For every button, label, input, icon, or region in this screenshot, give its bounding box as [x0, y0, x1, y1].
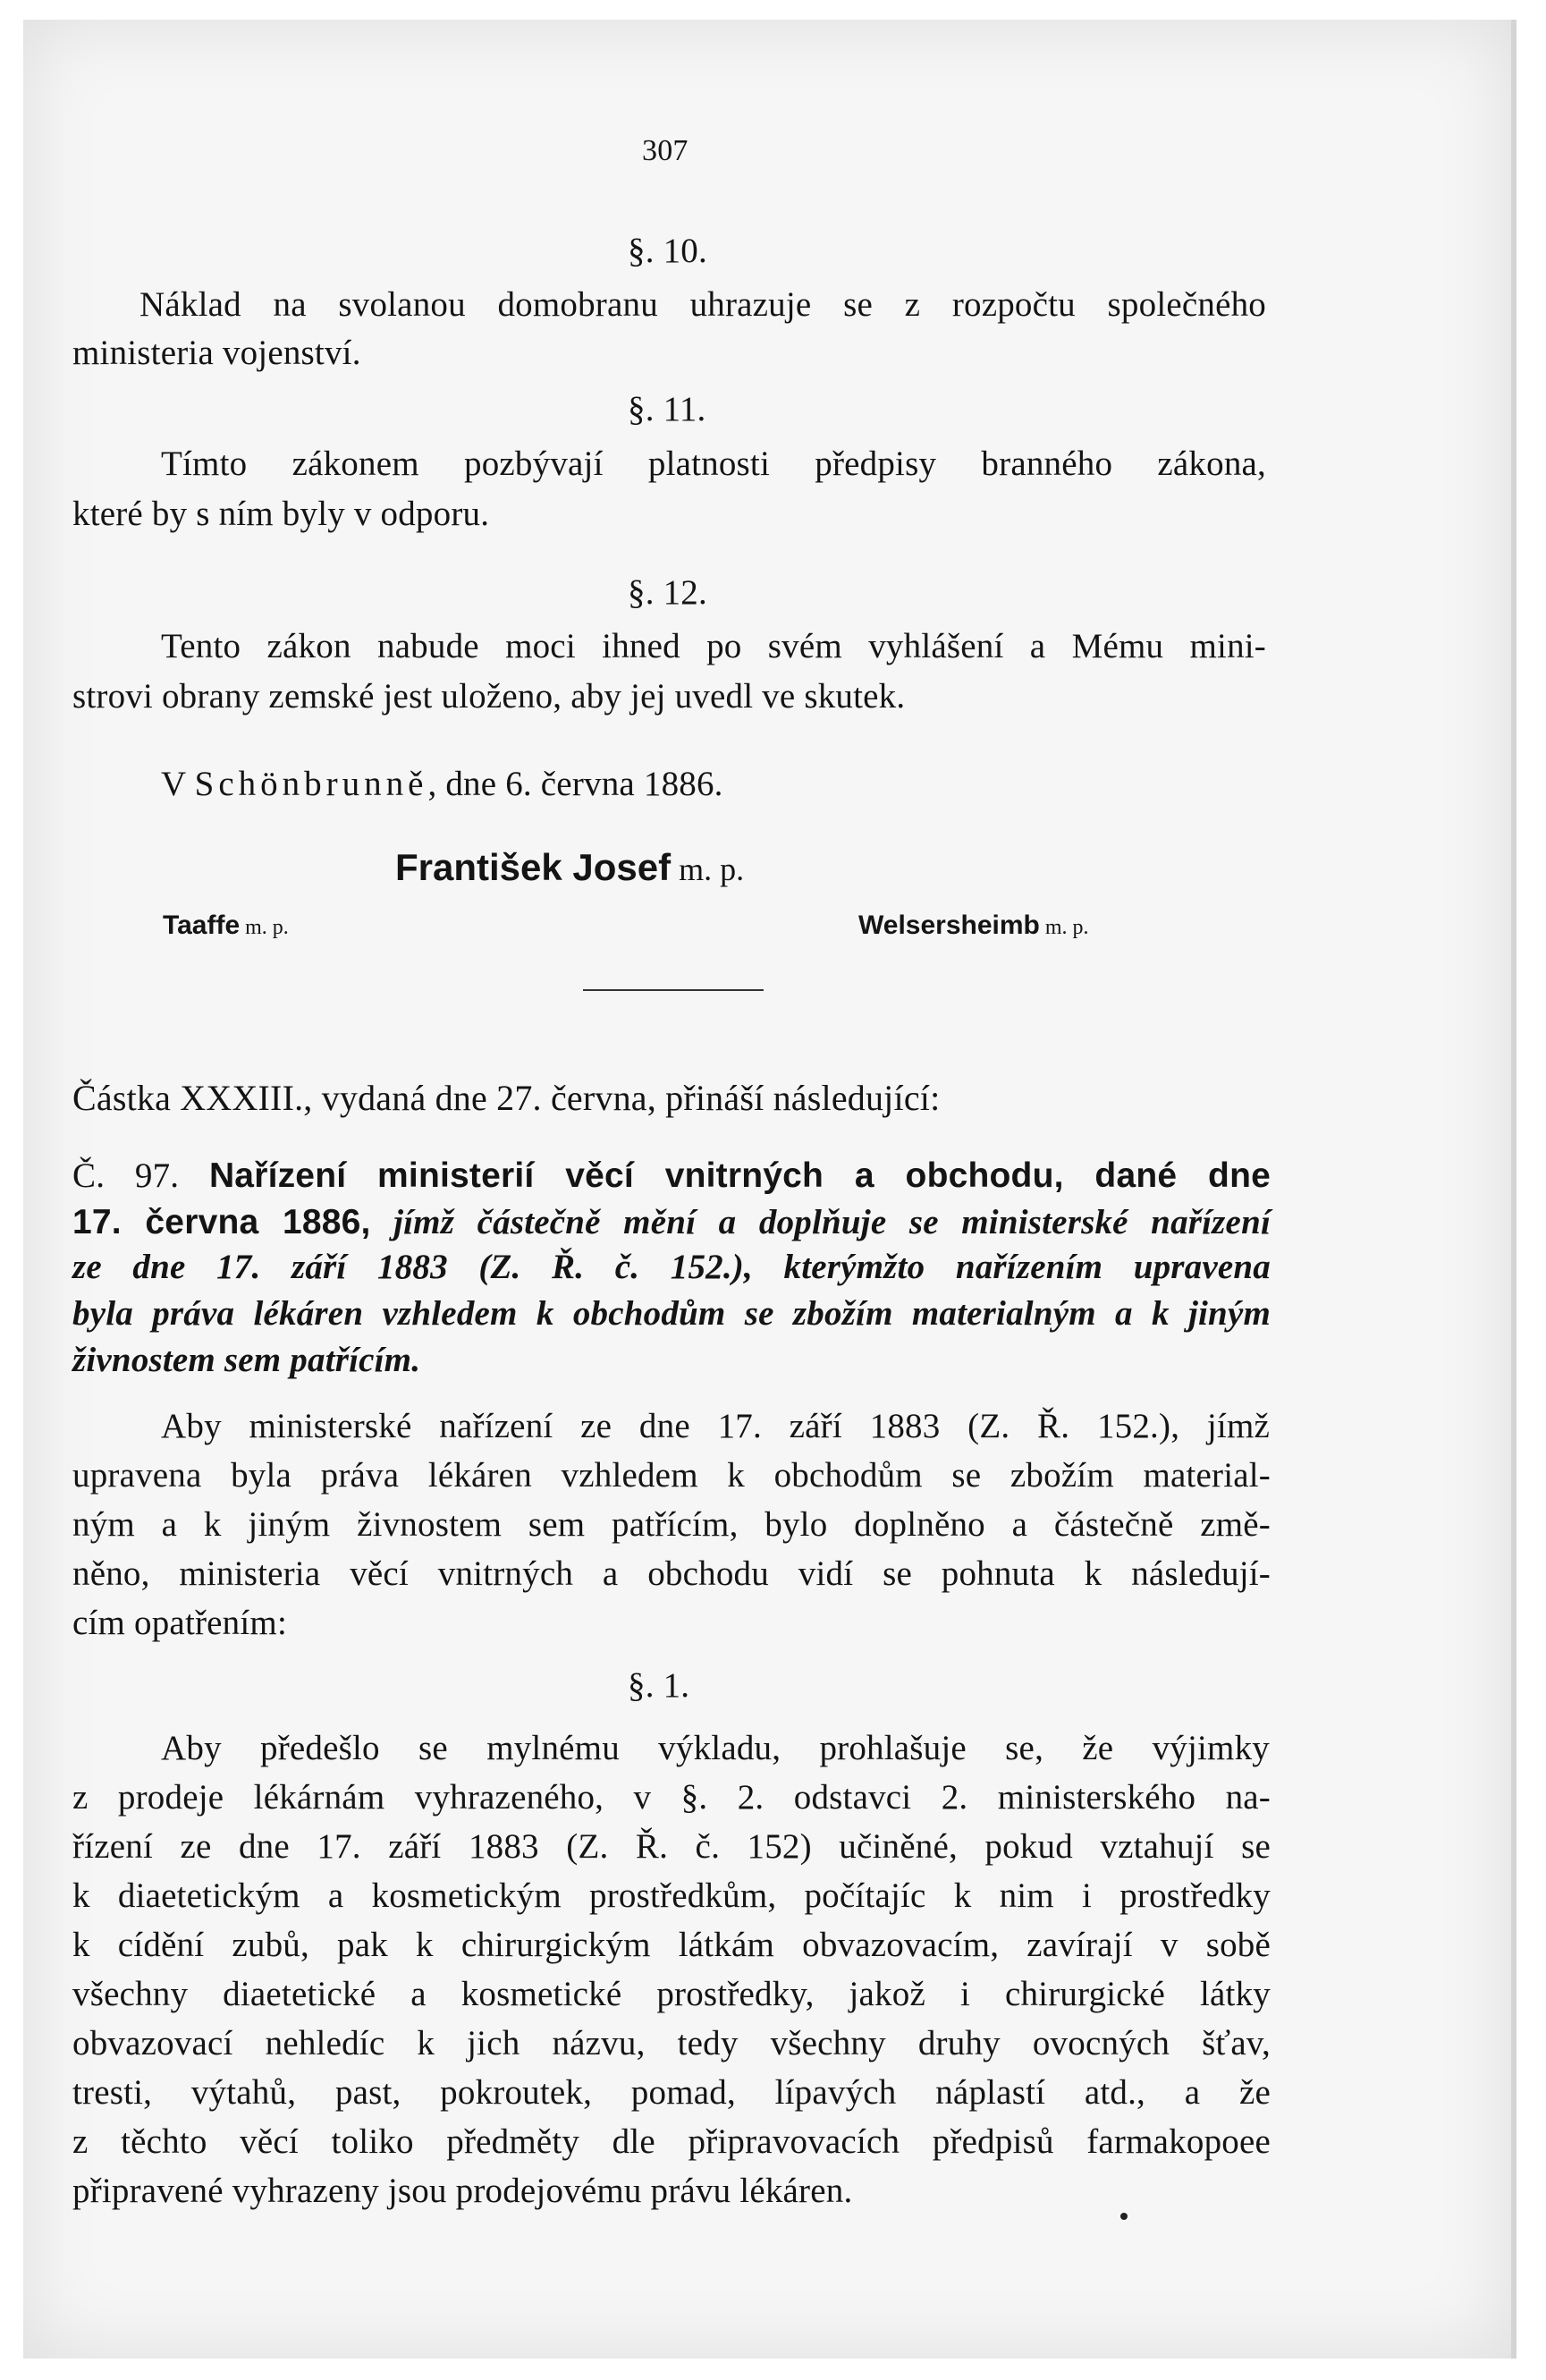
section-1-line-6: všechny diaetetické a kosmetické prostředky, jakož i chirurgické látky: [72, 1975, 1271, 2013]
emperor-signature: [395, 846, 744, 890]
dateline-prefix: V: [161, 765, 195, 803]
section-divider: [583, 989, 764, 991]
section-1-line-3: řízení ze dne 17. září 1883 (Z. Ř. č. 152) učiněné, pokud vztahují se: [72, 1827, 1271, 1866]
section-11-heading: §. 11.: [628, 390, 706, 428]
left-signature-name: Taaffe: [163, 910, 241, 940]
section-1-line-10: připravené vyhrazeny jsou prodejovému právu lékáren.: [72, 2172, 853, 2210]
section-1-line-8: tresti, výtahů, past, pokroutek, pomad, lípavých náplastí atd., a že: [72, 2073, 1271, 2112]
decree-number: Č. 97.: [72, 1156, 209, 1195]
part-heading: Částka XXXIII., vydaná dne 27. června, přináší následující:: [72, 1078, 941, 1118]
section-1-line-7: obvazovací nehledíc k jich názvu, tedy všechny druhy ovocných šťav,: [72, 2024, 1271, 2062]
intro-line-4: něno, ministeria věcí vnitrných a obchodu vidí se pohnuta k následují-: [72, 1554, 1271, 1593]
decree-date: 17. června 1886,: [72, 1203, 371, 1241]
intro-line-5: cím opatřením:: [72, 1604, 287, 1642]
intro-line-1: Aby ministerské nařízení ze dne 17. září 1883 (Z. Ř. 152.), jímž: [161, 1407, 1270, 1445]
dateline-rest: , dne 6. června 1886.: [427, 765, 723, 803]
decree-title-line-4: byla práva lékáren vzhledem k obchodům se zbožím materialným a k jiným: [72, 1294, 1271, 1333]
section-1-line-1: Aby předešlo se mylnému výkladu, prohlašuje se, že výjimky: [161, 1729, 1270, 1767]
section-1-line-9: z těchto věcí toliko předměty dle připravovacích předpisů farmakopoee: [72, 2122, 1271, 2161]
right-signature: [858, 910, 1089, 941]
section-11-line-1: Tímto zákonem pozbývají platnosti předpisy branného zákona,: [161, 445, 1266, 483]
section-10-heading: §. 10.: [628, 232, 707, 270]
section-12-line-1: Tento zákon nabude moci ihned po svém vyhlášení a Mému mini-: [161, 627, 1266, 665]
dateline-place: Schönbrunně: [194, 765, 428, 803]
dateline: [161, 764, 723, 804]
decree-title-line-3: ze dne 17. září 1883 (Z. Ř. č. 152.), kterýmžto nařízením upravena: [72, 1248, 1271, 1286]
right-signature-name: Welsersheimb: [858, 910, 1040, 940]
left-signature: [163, 910, 289, 941]
intro-line-3: ným a k jiným živnostem sem patřícím, bylo doplněno a částečně změ-: [72, 1505, 1271, 1544]
decree-title-bold-1: Nařízení ministerií věcí vnitrných a obchodu, dané dne: [208, 1156, 1271, 1195]
intro-line-2: upravena byla práva lékáren vzhledem k obchodům se zbožím material-: [72, 1456, 1271, 1495]
scan-mark: [1120, 2213, 1128, 2220]
decree-title-line-1: [72, 1156, 1271, 1196]
decree-title-italic-2: jímž částečně mění a doplňuje se ministerské nařízení: [370, 1203, 1271, 1241]
section-12-line-2: strovi obrany zemské jest uloženo, aby jej uvedl ve skutek.: [72, 677, 906, 716]
decree-title-line-5: živnostem sem patřícím.: [72, 1341, 421, 1379]
section-11-line-2: které by s ním byly v odporu.: [72, 495, 490, 533]
section-12-heading: §. 12.: [628, 573, 707, 612]
section-1-line-2: z prodeje lékárnám vyhrazeného, v §. 2. odstavci 2. ministerského na-: [72, 1778, 1271, 1817]
decree-title-line-2: [72, 1202, 1271, 1242]
left-signature-suffix: m. p.: [240, 916, 289, 939]
section-10-line-1: Náklad na svolanou domobranu uhrazuje se z rozpočtu společného: [139, 285, 1266, 324]
page-number: 307: [642, 134, 689, 167]
emperor-name: František Josef: [395, 846, 672, 888]
right-signature-suffix: m. p.: [1039, 916, 1089, 939]
section-1-line-5: k cídění zubů, pak k chirurgickým látkám obvazovacím, zavírají v sobě: [72, 1926, 1271, 1964]
section-10-line-2: ministeria vojenství.: [72, 334, 361, 372]
section-1-line-4: k diaetetickým a kosmetickým prostředkům, počítajíc k nim i prostředky: [72, 1876, 1271, 1915]
emperor-suffix: m. p.: [671, 851, 745, 887]
section-1-heading: §. 1.: [628, 1666, 690, 1705]
